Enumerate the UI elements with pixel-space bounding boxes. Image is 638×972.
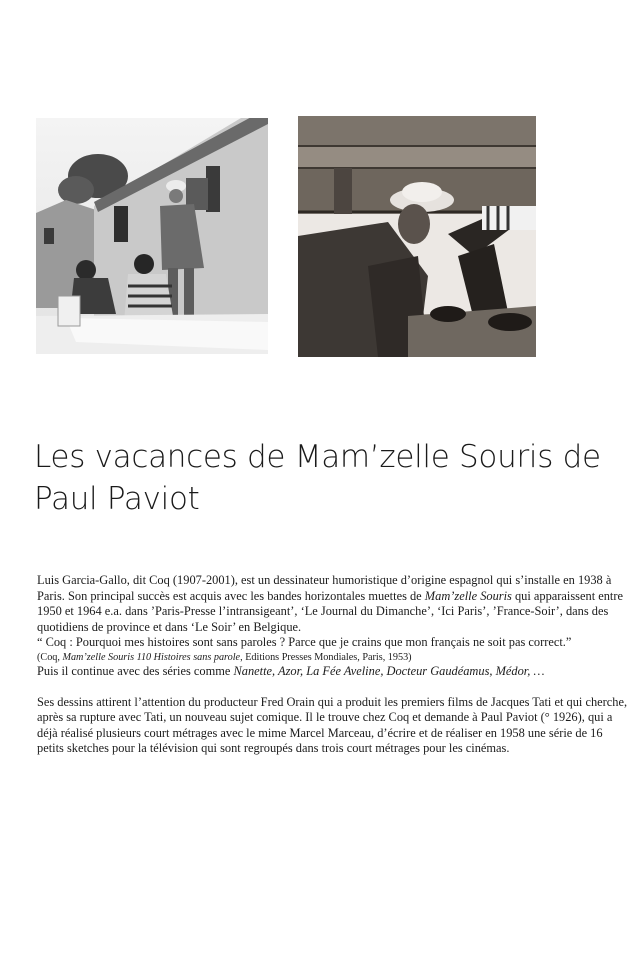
intro-text-a: Luis Garcia-Gallo, dit Coq (1907-2001), est un dessinateur humoristique d’origine espagnol qui s’installe en 1938 à Paris. Son principal succès est acquis avec les bandes horizontales muettes de bbox=[37, 573, 612, 603]
article-body bbox=[37, 573, 632, 757]
title-line-2: Paul Paviot bbox=[34, 481, 200, 517]
intro-series-title: Mam’zelle Souris bbox=[424, 588, 512, 603]
citation-a: (Coq, bbox=[37, 651, 63, 663]
series-titles: Nanette, Azor, La Fée Aveline, Docteur Gaudéamus, Médor, … bbox=[233, 663, 545, 678]
paragraph-series bbox=[37, 664, 632, 680]
paragraph-production: Ses dessins attirent l’attention du producteur Fred Orain qui a produit les premiers films de Jacques Tati et qui cherche, après sa rupture avec Tati, un nouveau sujet comique. Il le trouve chez Coq et demande à Paul Paviot (° 1926), qui a déjà réalisé plusieurs court métrages avec le mime Marcel Marceau, d’écrire et de réaliser en 1958 une série de 16 petits sketches pour la télévision qui sont regroupés dans trois court métrages pour les cinémas. bbox=[37, 694, 628, 756]
paragraph-spacer bbox=[37, 680, 632, 695]
intro-text-c: qui apparaissent entre 1950 et 1964 e.a. dans ’Paris-Presse l’intransigeant’, ‘Le Journal du Dimanche’, ‘Ici Paris’, ’France-Soir’, dans des quotidiens de province et dans ‘Le Soir’ en Belgique. bbox=[37, 588, 624, 634]
title-line-1: Les vacances de Mam’zelle Souris de bbox=[34, 439, 601, 475]
series-text: Puis il continue avec des séries comme bbox=[37, 663, 234, 678]
photo-right-man-under-table bbox=[298, 116, 536, 357]
photo-left-family-scene bbox=[36, 118, 268, 354]
photo-man-under-table-icon bbox=[298, 116, 536, 357]
citation-book-title: Mam’zelle Souris 110 Histoires sans parole bbox=[62, 651, 241, 663]
quote: “ Coq : Pourquoi mes histoires sont sans paroles ? Parce que je crains que mon français ne soit pas correct.” bbox=[37, 635, 572, 650]
photo-beach-family-icon bbox=[36, 118, 268, 354]
citation-c: , Editions Presses Mondiales, Paris, 1953) bbox=[240, 651, 412, 663]
paragraph-intro bbox=[37, 573, 632, 635]
page-title bbox=[34, 436, 614, 520]
citation bbox=[37, 651, 632, 664]
